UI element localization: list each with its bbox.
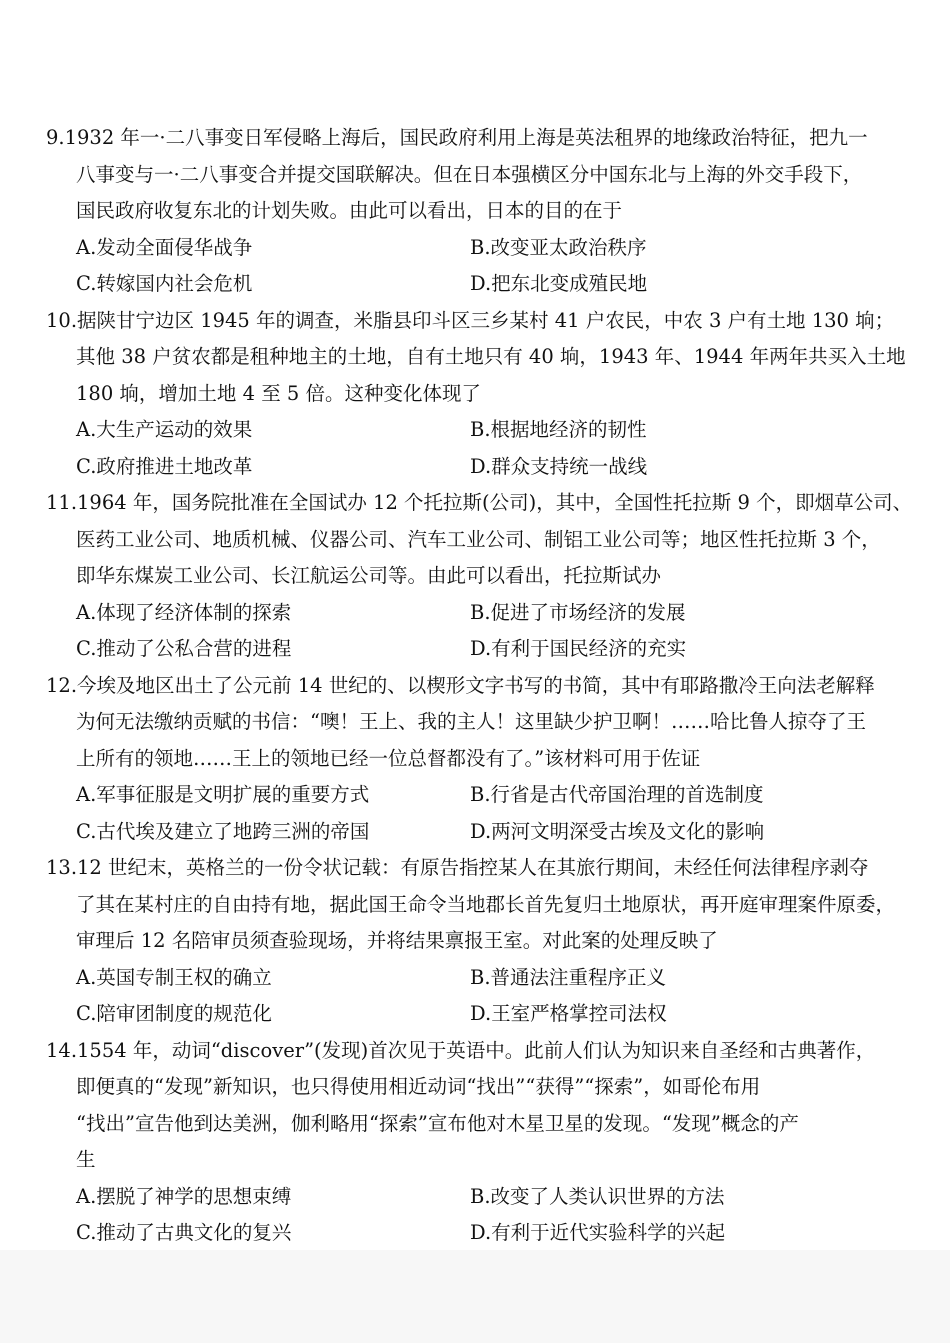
stem-line: 其他 38 户贫农都是租种地主的土地，自有土地只有 40 垧，1943 年、1944 年两年共买入土地 bbox=[76, 345, 906, 368]
stem-line: 为何无法缴纳贡赋的书信：“噢！王上、我的主人！这里缺少护卫啊！……哈比鲁人掠夺了王 bbox=[76, 710, 866, 733]
stem-line: 180 垧，增加土地 4 至 5 倍。这种变化体现了 bbox=[76, 381, 482, 405]
question-11 bbox=[0, 485, 950, 668]
stem-line: 上所有的领地……王上的领地已经一位总督都没有了。”该材料可用于佐证 bbox=[76, 746, 701, 770]
page-bottom-margin bbox=[0, 1250, 950, 1343]
options bbox=[0, 230, 950, 303]
option-d: D.王室严格掌控司法权 bbox=[470, 1002, 667, 1025]
stem-line: 了其在某村庄的自由持有地，据此国王命令当地郡长首先复归土地原状，再开庭审理案件原委， bbox=[76, 892, 896, 916]
question-14 bbox=[0, 1033, 950, 1252]
option-d: D.有利于国民经济的充实 bbox=[470, 637, 687, 660]
option-b: B.普通法注重程序正义 bbox=[470, 965, 667, 989]
option-b: B.改变亚太政治秩序 bbox=[470, 235, 647, 259]
stem-line: 即便真的“发现”新知识，也只得使用相近动词“找出”“获得”“探索”，如哥伦布用 bbox=[76, 1075, 761, 1098]
stem-line: “找出”宣告他到达美洲，伽利略用“探索”宣布他对木星卫星的发现。“发现”概念的产 bbox=[76, 1111, 799, 1135]
option-c: C.转嫁国内社会危机 bbox=[76, 272, 253, 295]
option-b: B.根据地经济的韧性 bbox=[470, 418, 647, 441]
question-10 bbox=[0, 303, 950, 486]
option-c: C.推动了古典文化的复兴 bbox=[76, 1221, 292, 1244]
option-b: B.促进了市场经济的发展 bbox=[470, 600, 686, 624]
option-a: A.发动全面侵华战争 bbox=[76, 235, 253, 259]
stem-line: 11.1964 年，国务院批准在全国试办 12 个托拉斯(公司)，其中，全国性托拉斯 9 个，即烟草公司、 bbox=[46, 491, 913, 514]
option-c: C.陪审团制度的规范化 bbox=[76, 1002, 272, 1025]
stem-line: 审理后 12 名陪审员须查验现场，并将结果禀报王室。对此案的处理反映了 bbox=[76, 929, 718, 952]
option-c: C.政府推进土地改革 bbox=[76, 454, 253, 478]
option-a: A.军事征服是文明扩展的重要方式 bbox=[76, 783, 370, 806]
stem-line: 13.12 世纪末，英格兰的一份令状记载：有原告指控某人在其旅行期间，未经任何法律程序剥夺 bbox=[46, 856, 869, 879]
question-stem bbox=[0, 485, 950, 595]
stem-line: 14.1554 年，动词“discover”(发现)首次见于英语中。此前人们认为知识来自圣经和古典著作， bbox=[46, 1038, 876, 1062]
stem-line: 即华东煤炭工业公司、长江航运公司等。由此可以看出，托拉斯试办 bbox=[76, 564, 662, 587]
question-stem bbox=[0, 120, 950, 230]
stem-line: 八事变与一·二八事变合并提交国联解决。但在日本强横区分中国东北与上海的外交手段下， bbox=[76, 162, 863, 186]
question-9 bbox=[0, 120, 950, 303]
option-a: A.大生产运动的效果 bbox=[76, 418, 253, 441]
options bbox=[0, 777, 950, 850]
question-13 bbox=[0, 850, 950, 1033]
option-c: C.古代埃及建立了地跨三洲的帝国 bbox=[76, 819, 370, 843]
stem-line: 10.据陕甘宁边区 1945 年的调查，米脂县印斗区三乡某村 41 户农民，中农 3 户有土地 130 垧； bbox=[46, 308, 895, 332]
option-a: A.摆脱了神学的思想束缚 bbox=[76, 1184, 292, 1208]
option-c: C.推动了公私合营的进程 bbox=[76, 637, 292, 660]
question-stem bbox=[0, 850, 950, 960]
option-a: A.英国专制王权的确立 bbox=[76, 965, 272, 989]
question-stem bbox=[0, 668, 950, 778]
question-stem bbox=[0, 1033, 950, 1179]
stem-line: 生 bbox=[76, 1148, 96, 1171]
stem-line: 医药工业公司、地质机械、仪器公司、汽车工业公司、制铝工业公司等；地区性托拉斯 3 个， bbox=[76, 527, 881, 551]
options bbox=[0, 412, 950, 485]
option-b: B.改变了人类认识世界的方法 bbox=[470, 1184, 725, 1208]
options bbox=[0, 960, 950, 1033]
option-d: D.群众支持统一战线 bbox=[470, 454, 648, 478]
option-b: B.行省是古代帝国治理的首选制度 bbox=[470, 783, 764, 806]
stem-line: 国民政府收复东北的计划失败。由此可以看出，日本的目的在于 bbox=[76, 199, 623, 222]
options bbox=[0, 1179, 950, 1252]
options bbox=[0, 595, 950, 668]
option-d: D.把东北变成殖民地 bbox=[470, 272, 648, 295]
question-stem bbox=[0, 303, 950, 413]
option-a: A.体现了经济体制的探索 bbox=[76, 600, 292, 624]
question-12 bbox=[0, 668, 950, 851]
stem-line: 12.今埃及地区出土了公元前 14 世纪的、以楔形文字书写的书简，其中有耶路撒冷王向法老解释 bbox=[46, 673, 875, 697]
option-d: D.有利于近代实验科学的兴起 bbox=[470, 1221, 726, 1244]
stem-line: 9.1932 年一·二八事变日军侵略上海后，国民政府利用上海是英法租界的地缘政治特征，把九一 bbox=[46, 126, 868, 149]
option-d: D.两河文明深受古埃及文化的影响 bbox=[470, 819, 765, 843]
